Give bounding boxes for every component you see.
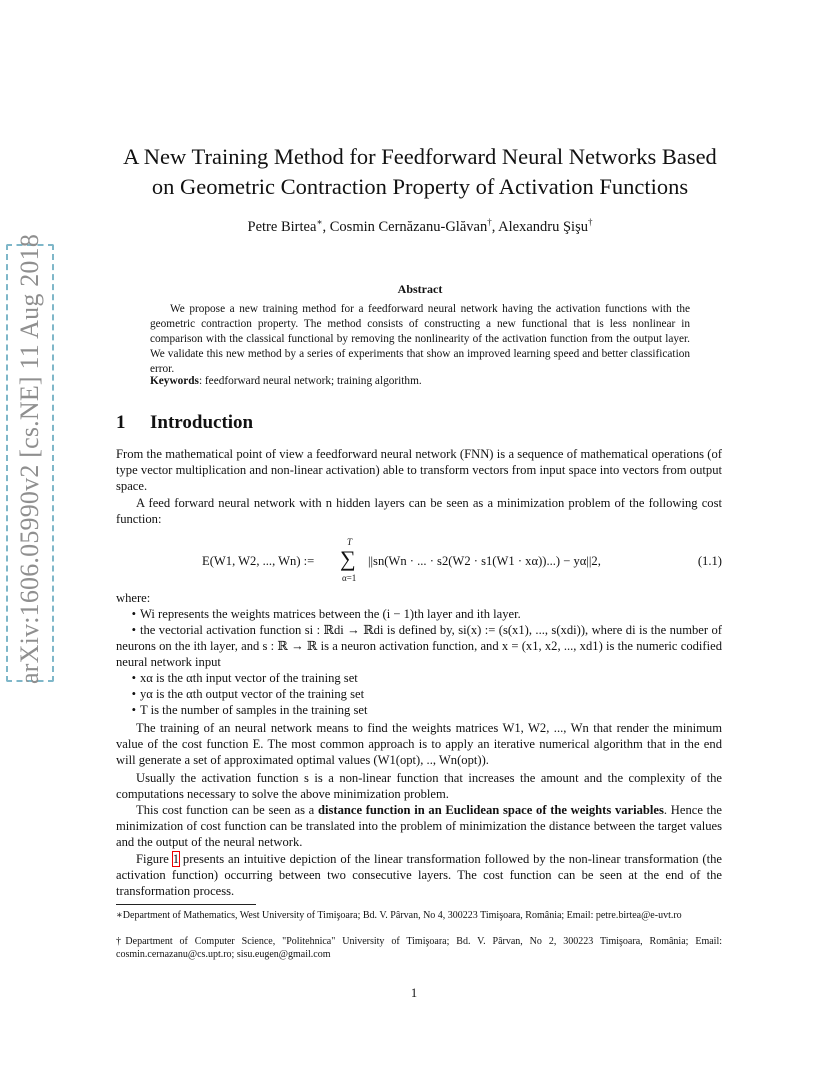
abstract-body <box>150 302 690 377</box>
author-list <box>100 219 740 236</box>
bullet-dot: • <box>131 607 136 621</box>
paragraph-3: The training of an neural network means to find the weights matrices W1, W2, ..., Wn that render the minimum value of the cost function E. The most common approach is to apply an iterative numerical algorithm that in the end will generate a set of approximated optimal values (W1(opt), .., Wn(opt)). <box>116 721 722 767</box>
equation-number: (1.1) <box>697 554 722 568</box>
sum-lower-limit: α=1 <box>342 573 357 583</box>
keywords-text: : feedforward neural network; training algorithm. <box>198 375 422 387</box>
keywords <box>150 375 690 387</box>
section-title: Introduction <box>150 412 254 433</box>
paragraph-5-text: This cost function can be seen as a <box>136 803 318 817</box>
bullet-text: the vectorial activation function si : ℝdi → ℝdi is defined by, si(x) := (s(x1), ..., s(xdi)), where di is the number of neurons on the ith layer, and s : ℝ → ℝ is a neuron activation function, and x = (x1, x2, ..., xd1) is the numeric codified neural network input <box>116 623 722 669</box>
arxiv-identifier: arXiv:1606.05990v2 [cs.NE] 11 Aug 2018 <box>15 233 44 684</box>
footnote-2: †Department of Computer Science, "Politehnica" University of Timişoara; Bd. V. Pârvan, No 2, 300223 Timişoara, România; Email: cosmin.cernazanu@cs.upt.ro; sisu.eugen@gmail.com <box>116 936 722 960</box>
bullet-item <box>116 622 722 670</box>
arxiv-stamp <box>6 233 54 684</box>
author-1-mark: ∗ <box>316 217 323 228</box>
bullet-text: yα is the αth output vector of the training set <box>140 687 365 701</box>
paragraph-6 <box>116 851 722 899</box>
abstract-text: We propose a new training method for a feedforward neural network having the activation functions with the geometric contraction property. The method consists of constructing a new functional that is less nonlinear in comparison with the classical functional by removing the nonlinearity of the activation function from the output layer. We validate this new method by a series of experiments that show an improved learning speed and better classification error. <box>150 303 690 375</box>
sum-upper-limit: T <box>347 537 353 547</box>
paragraph-1: From the mathematical point of view a feedforward neural network (FNN) is a sequence of mathematical operations (of type vector multiplication and non-linear activation) able to transform vectors from input space into vectors from output space. <box>116 447 722 493</box>
section-number: 1 <box>116 412 126 433</box>
bullet-text: T is the number of samples in the training set <box>140 703 368 717</box>
equation-lhs: E(W1, W2, ..., Wn) := <box>202 554 315 568</box>
sum-symbol: ∑ <box>340 546 356 571</box>
title-line-1: A New Training Method for Feedforward Neural Networks Based <box>123 144 717 169</box>
paper-title <box>100 142 740 202</box>
paragraph-4: Usually the activation function s is a non-linear function that increases the amount and the complexity of the computations necessary to solve the above minimization problem. <box>116 771 722 801</box>
author-3: , Alexandru Şişu <box>491 219 588 235</box>
keywords-label: Keywords <box>150 375 199 387</box>
bullet-dot: • <box>131 623 136 637</box>
author-2-mark: † <box>487 217 492 228</box>
paragraph-5-emphasis: distance function in an Euclidean space of the weights variables <box>317 803 664 817</box>
bullet-dot: • <box>131 687 136 701</box>
bullet-item <box>116 686 722 702</box>
bullet-item <box>116 702 722 718</box>
footnote-1: ∗Department of Mathematics, West University of Timişoara; Bd. V. Pârvan, No 4, 300223 Timişoara, România; Email: petre.birtea@e-uvt.ro <box>116 910 682 921</box>
equation-rhs: ||sn(Wn · ... · s2(W2 · s1(W1 · xα))...) − yα||2, <box>368 554 601 568</box>
paragraph-6-text-cont: presents an intuitive depiction of the linear transformation followed by the non-linear transformation (the activation function) occurring between two consecutive layers. The cost function can be seen at the end of the transformation process. <box>116 852 722 898</box>
bullet-item <box>116 670 722 686</box>
paragraph-6-text: Figure <box>136 852 173 866</box>
paragraph-5 <box>116 802 722 850</box>
equation-1-1 <box>116 537 722 586</box>
paragraph-2: A feed forward neural network with n hidden layers can be seen as a minimization problem of the following cost function: <box>116 496 722 526</box>
bullet-dot: • <box>131 671 136 685</box>
author-2: , Cosmin Cernăzanu-Glăvan <box>322 219 488 235</box>
bullet-dot: • <box>131 703 136 717</box>
where-label: where: <box>116 591 151 605</box>
abstract-heading: Abstract <box>397 282 443 296</box>
page-number: 1 <box>410 986 418 1000</box>
bullet-item <box>116 606 722 622</box>
title-line-2: on Geometric Contraction Property of Activation Functions <box>151 174 689 199</box>
author-3-mark: † <box>587 217 593 228</box>
paragraph-5-text-cont: . Hence the minimization of cost function can be translated into the problem of minimization the distance between the target values and the output of the neural network. <box>116 803 722 849</box>
bullet-text: Wi represents the weights matrices between the (i − 1)th layer and ith layer. <box>140 607 521 621</box>
figure-1-link[interactable]: 1 <box>172 852 180 866</box>
footnote-rule <box>116 904 256 905</box>
bullet-text: xα is the αth input vector of the training set <box>140 671 358 685</box>
author-1: Petre Birtea <box>247 219 317 235</box>
